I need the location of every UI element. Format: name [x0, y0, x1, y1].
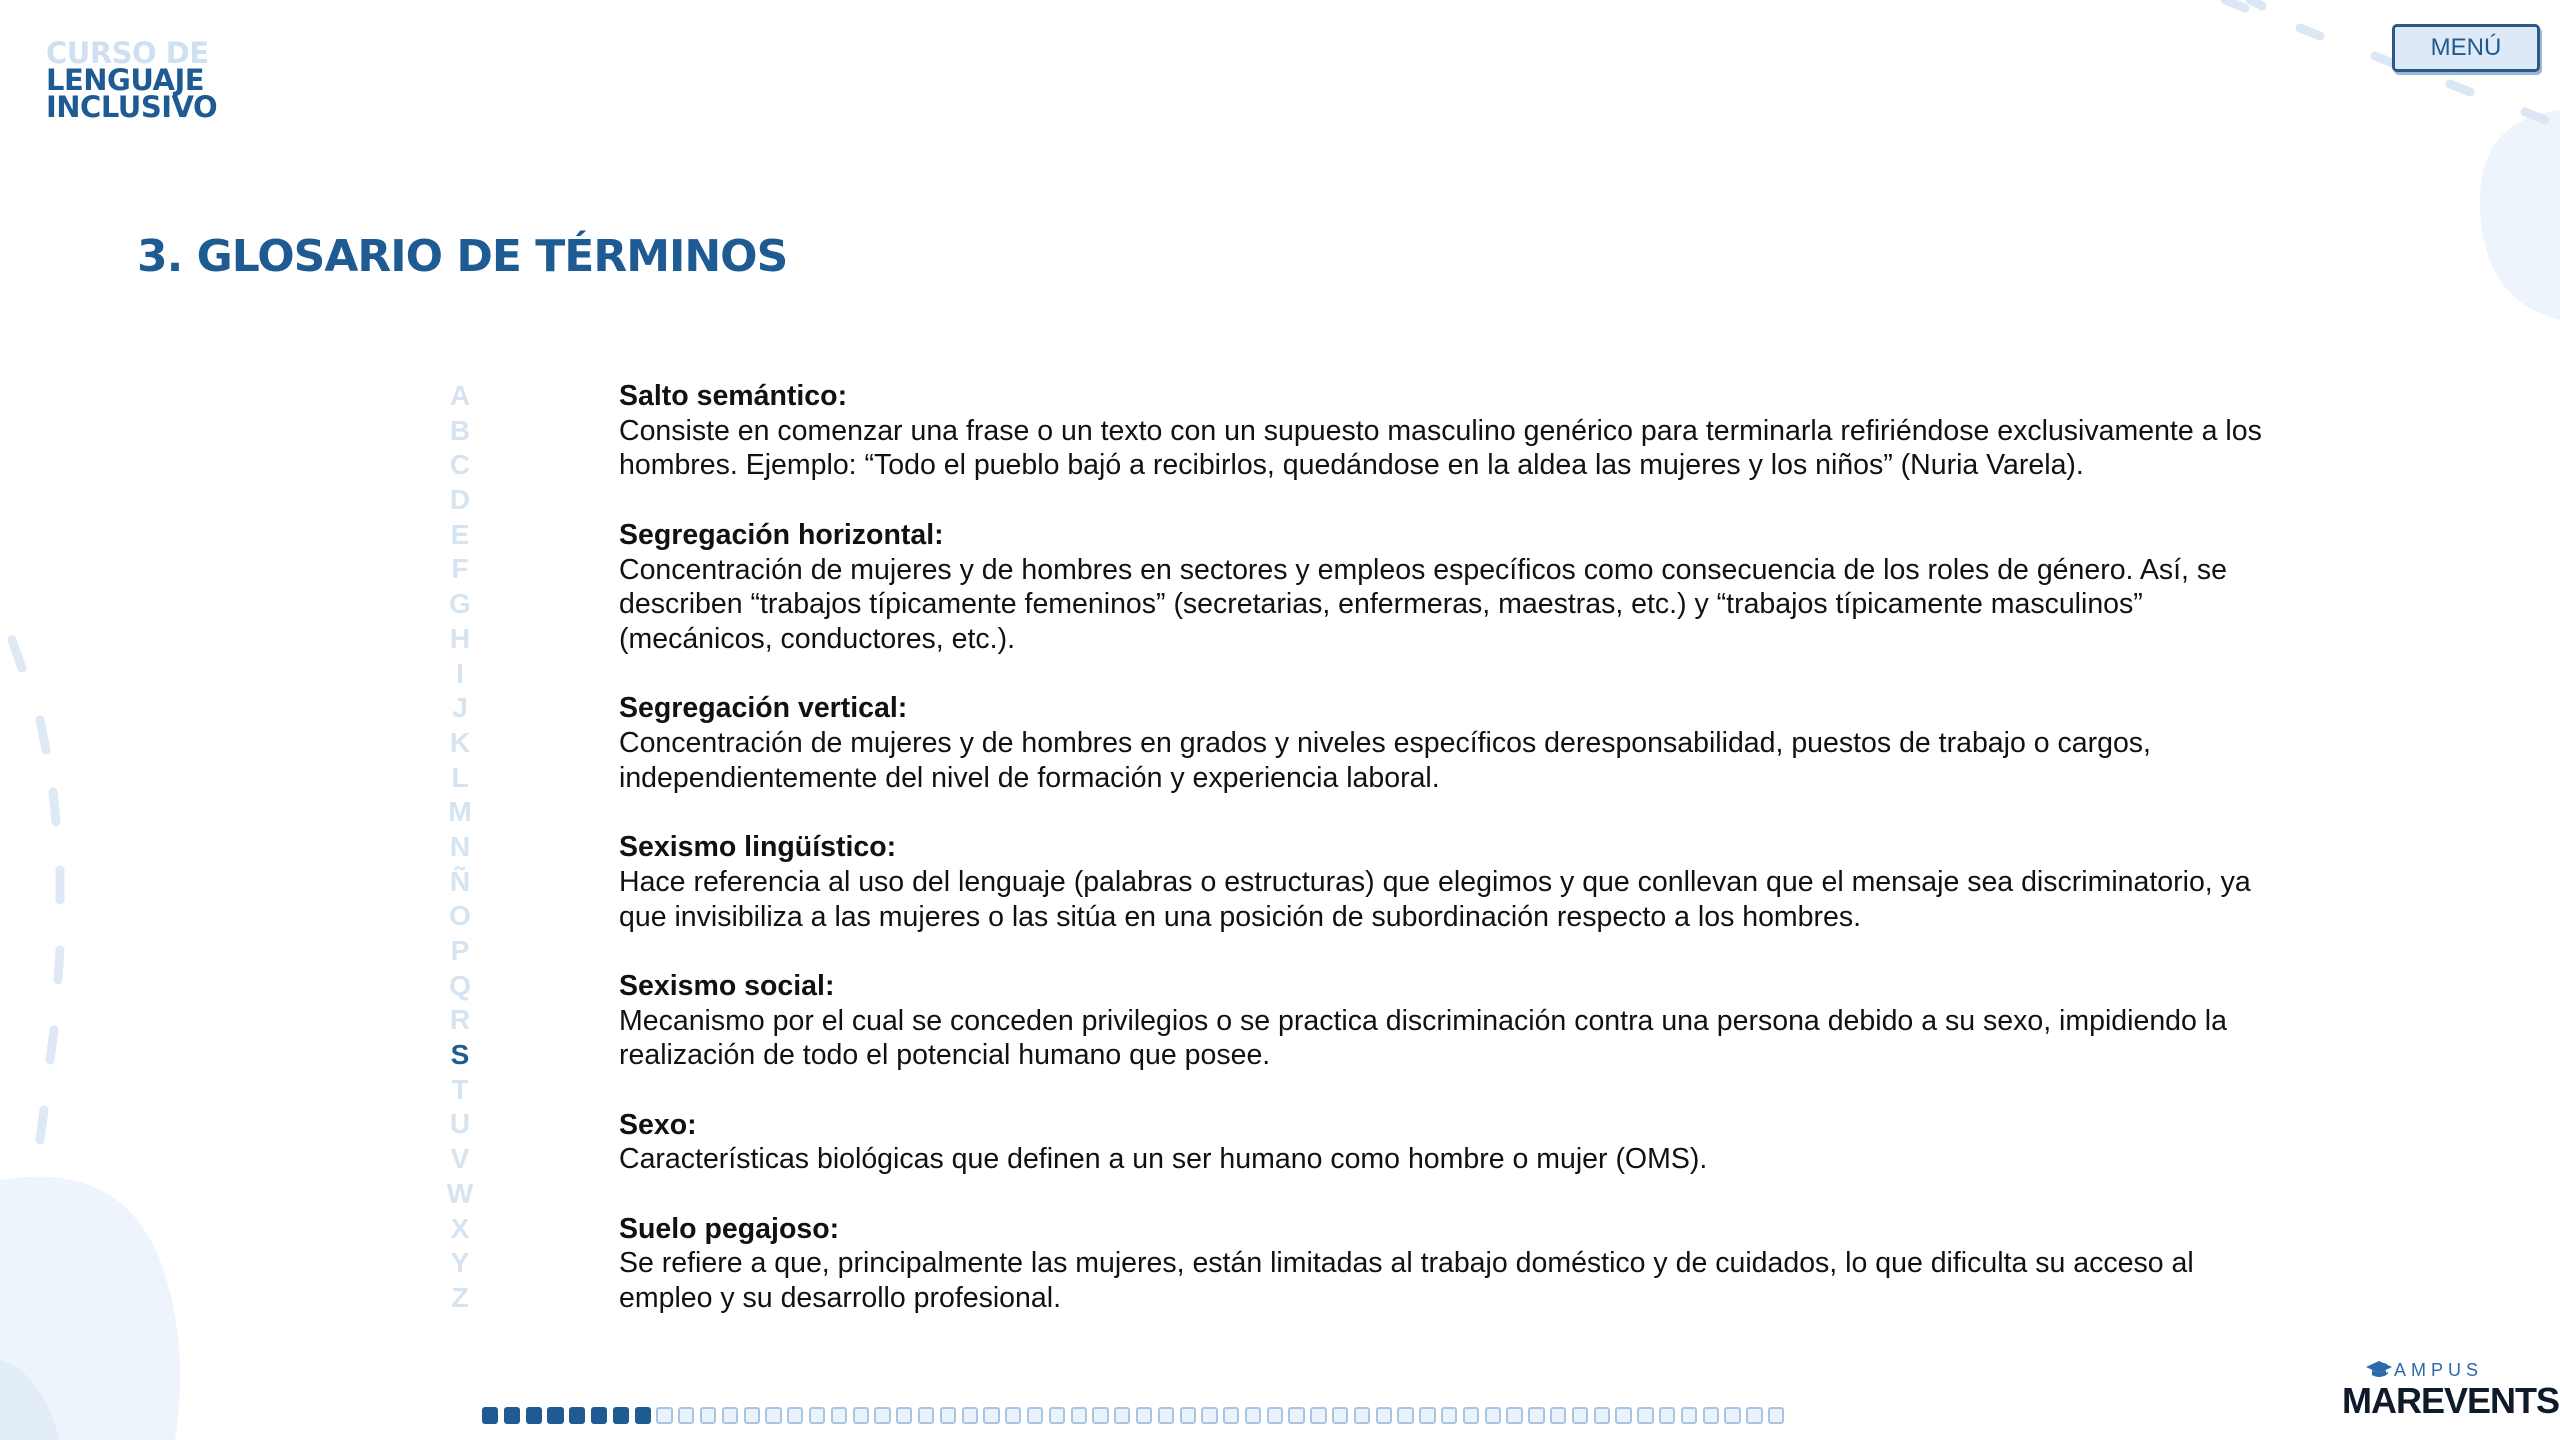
glossary-definition: Consiste en comenzar una frase o un texto con un supuesto masculino genérico para terminarla refiriéndose exclusivamente a los hombres. Ejemplo: “Todo el pueblo bajó a recibirlos, quedándose en la aldea las mujeres y los niños” (Nuria Varela).: [619, 414, 2262, 482]
progress-step[interactable]: [1746, 1407, 1762, 1424]
progress-step[interactable]: [1005, 1407, 1021, 1424]
progress-step[interactable]: [1441, 1407, 1457, 1424]
progress-step[interactable]: [983, 1407, 999, 1424]
progress-step[interactable]: [787, 1407, 803, 1424]
glossary-entry: [619, 830, 2279, 934]
glossary-term: Sexo:: [619, 1108, 697, 1141]
alphabet-letter-l[interactable]: L: [451, 761, 469, 793]
progress-step[interactable]: [1332, 1407, 1348, 1424]
course-title: [46, 36, 218, 124]
glossary-definition: Se refiere a que, principalmente las mujeres, están limitadas al trabajo doméstico y de cuidados, lo que dificulta su acceso al empleo y su desarrollo profesional.: [619, 1247, 2194, 1315]
alphabet-letter-f[interactable]: F: [451, 553, 469, 585]
progress-step[interactable]: [1288, 1407, 1304, 1424]
alphabet-letter-a[interactable]: A: [449, 380, 471, 411]
alphabet-letter-t[interactable]: T: [451, 1073, 469, 1105]
progress-step[interactable]: [613, 1407, 629, 1424]
progress-step[interactable]: [1376, 1407, 1392, 1424]
glossary-term: Sexismo lingüístico:: [619, 831, 897, 864]
alphabet-letter-g[interactable]: G: [449, 588, 471, 620]
alphabet-letter-k[interactable]: K: [449, 726, 471, 758]
progress-step[interactable]: [1419, 1407, 1435, 1424]
alphabet-letter-h[interactable]: H: [449, 622, 471, 654]
alphabet-letter-x[interactable]: X: [450, 1212, 470, 1244]
glossary-definition: Hace referencia al uso del lenguaje (palabras o estructuras) que elegimos y que conllevan que el mensaje sea discriminatorio, ya que invisibiliza a las mujeres o las sitúa en una posición de subordinación respecto a los hombres.: [619, 865, 2251, 933]
progress-step[interactable]: [1136, 1407, 1152, 1424]
glossary-entry: [619, 518, 2279, 657]
alphabet-letter-ñ[interactable]: Ñ: [449, 865, 471, 897]
progress-step[interactable]: [1245, 1407, 1261, 1424]
glossary-entry: [619, 1212, 2279, 1316]
alphabet-letter-n[interactable]: N: [449, 830, 471, 862]
course-title-line2: LENGUAJE: [46, 63, 205, 97]
glossary-term: Segregación horizontal:: [619, 518, 944, 551]
progress-step[interactable]: [1310, 1407, 1326, 1424]
glossary-term: Segregación vertical:: [619, 692, 908, 725]
alphabet-index: [440, 379, 480, 1316]
alphabet-letter-s[interactable]: S: [450, 1039, 470, 1071]
progress-step[interactable]: [504, 1407, 520, 1424]
progress-step[interactable]: [1637, 1407, 1653, 1424]
progress-step[interactable]: [1114, 1407, 1130, 1424]
glossary-term: Salto semántico:: [619, 380, 848, 412]
progress-step[interactable]: [809, 1407, 825, 1424]
glossary-list: [619, 379, 2279, 1351]
logo-campus-text: CAMPUS: [2376, 1360, 2484, 1380]
glossary-entry: [619, 1108, 2279, 1177]
progress-step[interactable]: [482, 1407, 498, 1424]
page-title: 3. GLOSARIO DE TÉRMINOS: [137, 231, 788, 282]
alphabet-letter-v[interactable]: V: [450, 1143, 470, 1175]
progress-step[interactable]: [1550, 1407, 1566, 1424]
progress-step[interactable]: [569, 1407, 585, 1424]
alphabet-letter-q[interactable]: Q: [449, 969, 471, 1001]
progress-step[interactable]: [591, 1407, 607, 1424]
alphabet-letter-m[interactable]: M: [448, 796, 472, 828]
alphabet-letter-r[interactable]: R: [449, 1004, 471, 1036]
progress-indicator: [482, 1407, 1784, 1424]
progress-step[interactable]: [1659, 1407, 1675, 1424]
progress-step[interactable]: [1528, 1407, 1544, 1424]
alphabet-letter-j[interactable]: J: [452, 692, 468, 724]
glossary-entry: [619, 691, 2279, 795]
progress-step[interactable]: [1223, 1407, 1239, 1424]
progress-step[interactable]: [896, 1407, 912, 1424]
progress-step[interactable]: [1703, 1407, 1719, 1424]
progress-step[interactable]: [656, 1407, 672, 1424]
progress-step[interactable]: [744, 1407, 760, 1424]
glossary-definition: Concentración de mujeres y de hombres en grados y niveles específicos deresponsabilidad, puestos de trabajo o cargos, independientemente del nivel de formación y experiencia laboral.: [619, 727, 2151, 794]
progress-step[interactable]: [678, 1407, 694, 1424]
alphabet-letter-z[interactable]: Z: [451, 1281, 469, 1313]
course-title-line3: INCLUSIVO: [46, 90, 218, 124]
progress-step[interactable]: [962, 1407, 978, 1424]
logo-brand-text: MAREVENTS: [2342, 1380, 2560, 1421]
alphabet-letter-b[interactable]: B: [449, 414, 471, 446]
glossary-definition: Mecanismo por el cual se conceden privilegios o se practica discriminación contra una persona debido a su sexo, impidiendo la realización de todo el potencial humano que posee.: [619, 1004, 2227, 1072]
glossary-term: Sexismo social:: [619, 969, 835, 1002]
progress-step[interactable]: [526, 1407, 542, 1424]
progress-step[interactable]: [722, 1407, 738, 1424]
alphabet-letter-o[interactable]: O: [449, 900, 471, 932]
alphabet-letter-p[interactable]: P: [450, 935, 470, 966]
progress-step[interactable]: [1724, 1407, 1740, 1424]
progress-step[interactable]: [853, 1407, 869, 1424]
progress-step[interactable]: [1158, 1407, 1174, 1424]
menu-button[interactable]: MENÚ: [2392, 24, 2540, 72]
progress-step[interactable]: [1027, 1407, 1043, 1424]
glossary-definition: Características biológicas que definen a un ser humano como hombre o mujer (OMS).: [619, 1143, 1708, 1176]
progress-step[interactable]: [940, 1407, 956, 1424]
course-title-line1: CURSO DE: [46, 36, 209, 70]
progress-step[interactable]: [700, 1407, 716, 1424]
glossary-term: Suelo pegajoso:: [619, 1212, 840, 1245]
progress-step[interactable]: [874, 1407, 890, 1424]
alphabet-letter-c[interactable]: C: [449, 449, 471, 481]
progress-step[interactable]: [1049, 1407, 1065, 1424]
alphabet-letter-i[interactable]: I: [456, 657, 464, 689]
progress-step[interactable]: [1267, 1407, 1283, 1424]
alphabet-letter-u[interactable]: U: [449, 1108, 471, 1140]
progress-step[interactable]: [765, 1407, 781, 1424]
campus-marevents-logo: [2340, 1358, 2560, 1421]
progress-step[interactable]: [1180, 1407, 1196, 1424]
progress-step[interactable]: [1201, 1407, 1217, 1424]
progress-step[interactable]: [1681, 1407, 1697, 1424]
progress-step[interactable]: [1354, 1407, 1370, 1424]
progress-step[interactable]: [1092, 1407, 1108, 1424]
alphabet-letter-d[interactable]: D: [449, 484, 471, 516]
alphabet-letter-y[interactable]: Y: [450, 1247, 470, 1279]
alphabet-letter-e[interactable]: E: [450, 518, 470, 550]
progress-step[interactable]: [831, 1407, 847, 1424]
alphabet-letter-w[interactable]: W: [446, 1177, 474, 1209]
progress-step[interactable]: [1463, 1407, 1479, 1424]
progress-step[interactable]: [1572, 1407, 1588, 1424]
progress-step[interactable]: [1506, 1407, 1522, 1424]
progress-step[interactable]: [1071, 1407, 1087, 1424]
glossary-entry: [619, 969, 2279, 1073]
progress-step[interactable]: [635, 1407, 651, 1424]
glossary-entry: [619, 379, 2279, 483]
progress-step[interactable]: [1615, 1407, 1631, 1424]
progress-step[interactable]: [1397, 1407, 1413, 1424]
progress-step[interactable]: [918, 1407, 934, 1424]
progress-step[interactable]: [1485, 1407, 1501, 1424]
glossary-definition: Concentración de mujeres y de hombres en sectores y empleos específicos como consecuencia de los roles de género. Así, se describen “trabajos típicamente femeninos” (secretarias, enfermeras, maestras, etc.) y “trabajos típicamente masculinos” (mecánicos, conductores, etc.).: [619, 553, 2227, 655]
progress-step[interactable]: [547, 1407, 563, 1424]
progress-step[interactable]: [1594, 1407, 1610, 1424]
progress-step[interactable]: [1768, 1407, 1784, 1424]
